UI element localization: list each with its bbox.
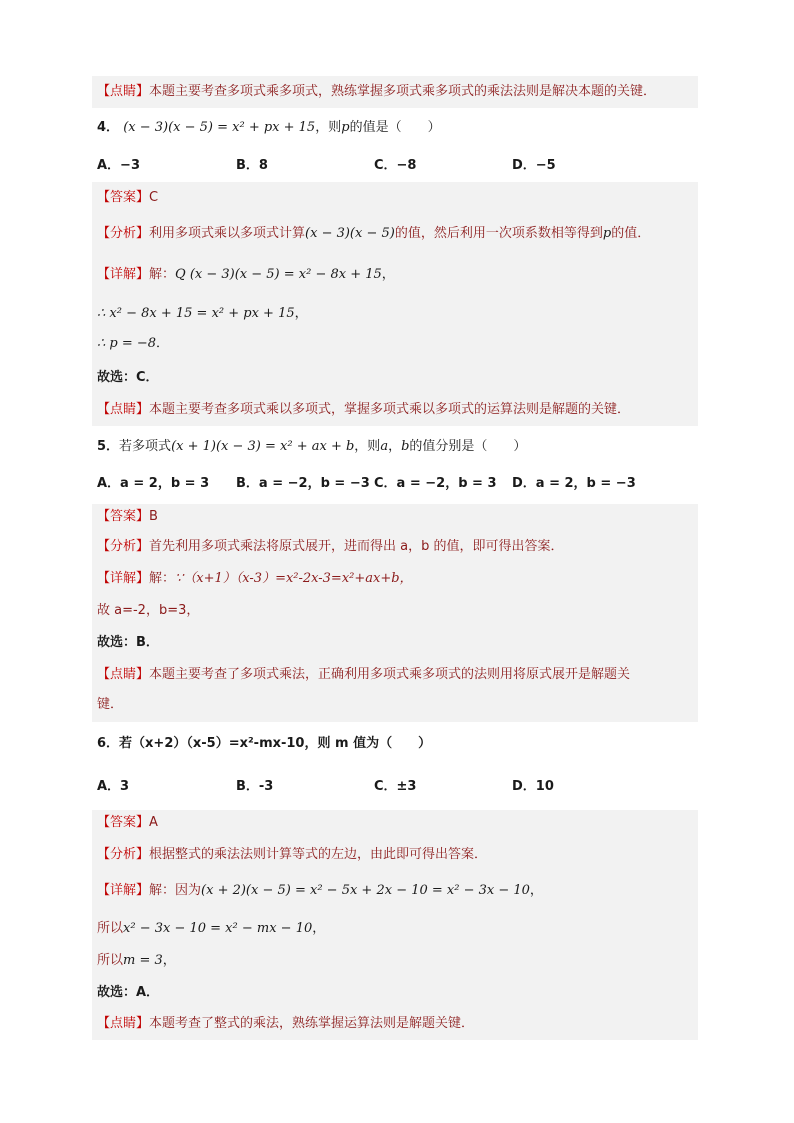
analysis-text: 利用多项式乘以多项式计算 (149, 226, 306, 241)
detail-tag: 【详解】 (97, 571, 150, 586)
question-text: ， (388, 439, 402, 454)
analysis-tag: 【分析】 (97, 226, 150, 241)
note-tag: 【点睛】 (97, 1016, 150, 1031)
top-note (97, 82, 656, 102)
note-tag: 【点睛】 (97, 84, 150, 99)
analysis-line (97, 537, 564, 557)
option-d: D．10 (512, 779, 554, 794)
step-text: ， (312, 921, 326, 936)
step-text: 所以 (97, 953, 124, 968)
note-line (97, 665, 630, 685)
detail-math: Q (x − 3)(x − 5) = x² − 8x + 15 (175, 267, 382, 282)
question-4-stem (97, 118, 441, 138)
answer-line (97, 813, 158, 833)
analysis-text: 根据整式的乘法法则计算等式的左边，由此即可得出答案． (149, 847, 488, 862)
answer-tag: 【答案】 (97, 815, 150, 830)
analysis-line (97, 845, 487, 865)
detail-text: 解： (149, 267, 176, 282)
answer-value: C (149, 190, 159, 205)
option-d: D．a = 2，b = −3 (512, 476, 636, 491)
step-math: x² − 3x − 10 = x² − mx − 10 (123, 921, 313, 936)
choose-line: 故选：A． (97, 985, 160, 1000)
option-b: B．-3 (236, 779, 274, 794)
note-text: 本题主要考查了多项式乘法，正确利用多项式乘多项式的法则用将原式展开是解题关 (149, 667, 631, 682)
detail-math: (x + 2)(x − 5) = x² − 5x + 2x − 10 = x² − 3x − 10 (201, 883, 530, 898)
answer-tag: 【答案】 (97, 509, 150, 524)
detail-math: ∵（x+1）（x-3）=x²-2x-3=x²+ax+b， (175, 571, 413, 586)
analysis-tag: 【分析】 (97, 539, 150, 554)
detail-text: 解： (149, 571, 176, 586)
note-line (97, 1014, 474, 1034)
step-text: ． (156, 336, 170, 351)
choose-line: 故选：C． (97, 370, 159, 385)
detail-step (97, 951, 176, 971)
analysis-text: 的值． (611, 226, 651, 241)
note-tag: 【点睛】 (97, 402, 150, 417)
answer-line (97, 188, 158, 208)
step-text: ， (162, 953, 176, 968)
question-text: 的值分别是（ ） (409, 439, 527, 454)
analysis-math: (x − 3)(x − 5) (305, 226, 395, 241)
note-text: 本题主要考查多项式乘以多项式，掌握多项式乘以多项式的运算法则是解题的关键． (149, 402, 631, 417)
detail-step (97, 919, 325, 939)
question-variable: a (380, 439, 389, 454)
step-math: ∴ p = −8 (97, 336, 157, 351)
note-text-continued: 键． (97, 697, 124, 712)
note-text: 本题主要考查多项式乘多项式，熟练掌握多项式乘多项式的乘法法则是解决本题的关键． (149, 84, 657, 99)
detail-step (97, 304, 308, 324)
detail-text: 解：因为 (149, 883, 202, 898)
answer-value: A (149, 815, 158, 830)
question-text: ，则 (315, 120, 342, 135)
question-math: (x − 3)(x − 5) = x² + px + 15 (123, 120, 316, 135)
question-text: ，则 (354, 439, 381, 454)
analysis-text: 的值，然后利用一次项系数相等得到 (394, 226, 603, 241)
answer-tag: 【答案】 (97, 190, 150, 205)
question-text: 若多项式 (119, 439, 172, 454)
detail-step: 故 a=-2，b=3， (97, 603, 200, 618)
detail-tag: 【详解】 (97, 267, 150, 282)
note-tag: 【点睛】 (97, 667, 150, 682)
answer-value: B (149, 509, 158, 524)
option-c: C．−8 (374, 158, 417, 173)
question-number: 5． (97, 439, 120, 454)
option-a: A．−3 (97, 158, 140, 173)
analysis-line (97, 224, 650, 244)
option-d: D．−5 (512, 158, 556, 173)
question-variable: p (341, 120, 350, 135)
option-a: A．3 (97, 779, 130, 794)
question-5-stem (97, 437, 526, 457)
detail-text: ， (381, 267, 395, 282)
option-b: B．a = −2，b = −3 (236, 476, 370, 491)
option-c: C．a = −2，b = 3 (374, 476, 497, 491)
note-line (97, 400, 630, 420)
question-math: (x + 1)(x − 3) = x² + ax + b (171, 439, 355, 454)
detail-line (97, 881, 543, 901)
question-variable: b (401, 439, 410, 454)
choose-line: 故选：B． (97, 635, 159, 650)
option-b: B．8 (236, 158, 268, 173)
question-text: 的值是（ ） (349, 120, 441, 135)
note-text: 本题考查了整式的乘法，熟练掌握运算法则是解题关键． (149, 1016, 475, 1031)
analysis-text: 首先利用多项式乘法将原式展开，进而得出 a，b 的值，即可得出答案． (149, 539, 564, 554)
step-math: m = 3 (123, 953, 163, 968)
step-math: ∴ x² − 8x + 15 = x² + px + 15 (97, 306, 295, 321)
analysis-tag: 【分析】 (97, 847, 150, 862)
analysis-variable: p (602, 226, 612, 241)
step-text: 所以 (97, 921, 124, 936)
detail-step (97, 334, 169, 354)
question-6-stem (97, 734, 431, 754)
question-number: 4． (97, 120, 120, 135)
question-text: 若（x+2）（x-5）=x²-mx-10，则 m 值为（ ） (119, 736, 432, 751)
detail-line (97, 265, 395, 285)
option-a: A．a = 2，b = 3 (97, 476, 210, 491)
detail-text: ， (529, 883, 543, 898)
option-c: C．±3 (374, 779, 417, 794)
detail-tag: 【详解】 (97, 883, 150, 898)
answer-line (97, 507, 158, 527)
step-text: ， (294, 306, 308, 321)
question-number: 6． (97, 736, 120, 751)
detail-line (97, 569, 413, 589)
